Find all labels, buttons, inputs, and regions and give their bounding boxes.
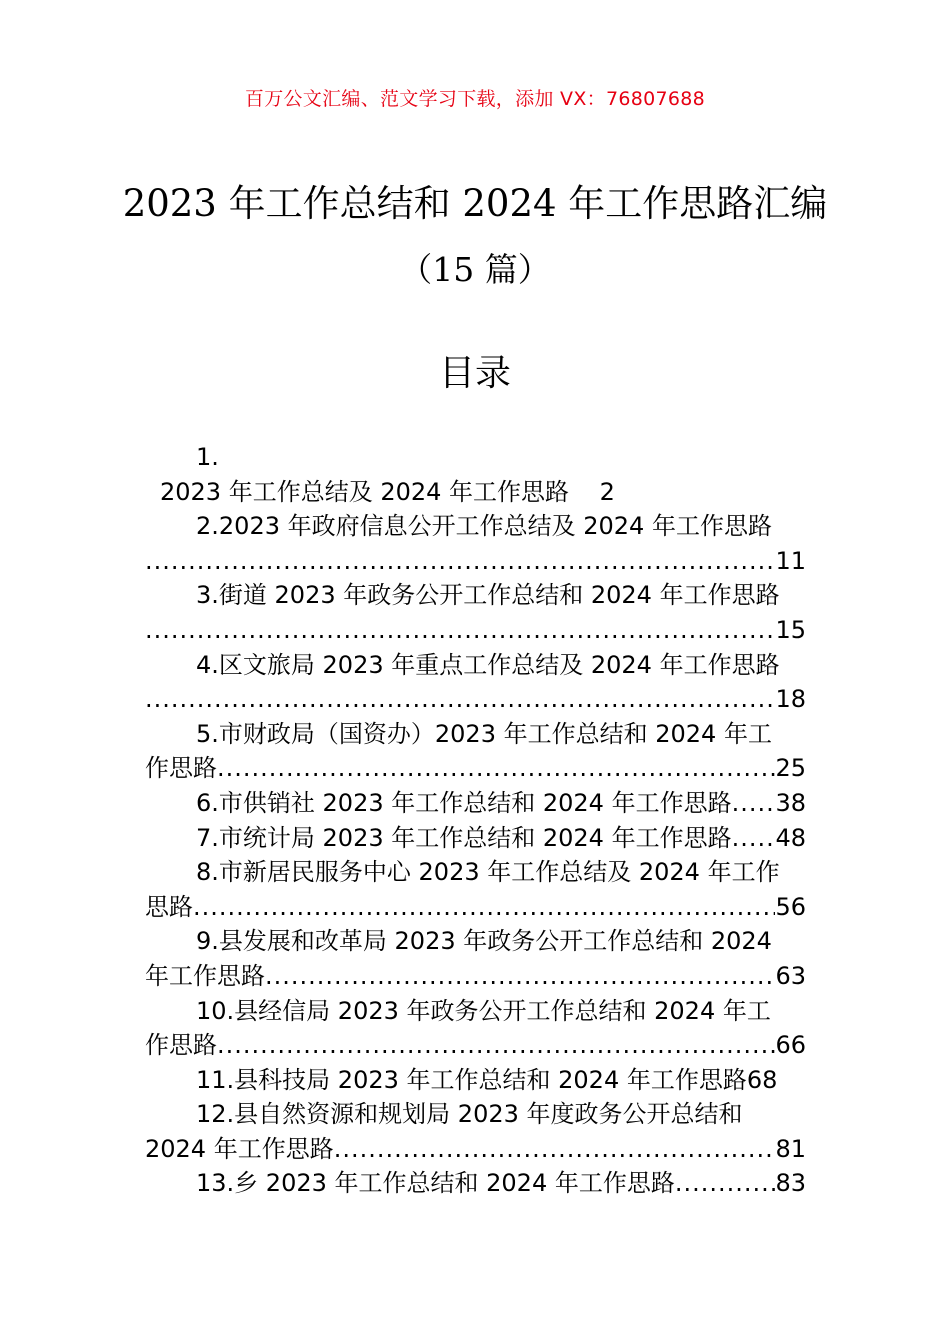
- toc-item-1-text: 2023 年工作总结及 2024 年工作思路: [160, 477, 570, 506]
- dot-leader: [145, 544, 775, 579]
- toc-item-1[interactable]: [145, 475, 806, 510]
- toc-heading: 目录: [438, 353, 511, 394]
- toc-item-8-continuation: 思路: [145, 892, 193, 921]
- document-title: 2023 年工作总结和 2024 年工作思路汇编: [122, 182, 828, 225]
- toc-item-2-text: 2.2023 年政府信息公开工作总结及 2024 年工作思路: [196, 512, 772, 541]
- toc-item-1-number: 1.: [196, 443, 219, 471]
- dot-leader: [265, 959, 775, 994]
- toc-item-4[interactable]: [145, 648, 806, 683]
- toc-item-1-number-line[interactable]: [145, 440, 806, 475]
- document-subtitle: （15 篇）: [399, 250, 551, 289]
- toc-item-12[interactable]: [145, 1097, 806, 1132]
- toc-item-8-text: 8.市新居民服务中心 2023 年工作总结及 2024 年工作: [196, 858, 780, 887]
- toc-item-11-page: 68: [746, 1065, 778, 1094]
- toc-item-11-text: 11.县科技局 2023 年工作总结和 2024 年工作思路: [196, 1065, 747, 1094]
- toc-item-12-continuation: 2024 年工作思路: [145, 1134, 334, 1163]
- toc-item-7-page: 48: [775, 823, 806, 852]
- toc-item-10-leader[interactable]: [145, 1028, 806, 1063]
- toc-item-4-text: 4.区文旅局 2023 年重点工作总结及 2024 年工作思路: [196, 650, 780, 679]
- toc-item-3-leader[interactable]: [145, 613, 806, 648]
- dot-leader: [145, 682, 775, 717]
- toc-item-1-page: 2: [599, 477, 615, 506]
- promo-banner: 百万公文汇编、范文学习下载，添加 VX：76807688: [244, 88, 706, 110]
- toc-item-3-text: 3.街道 2023 年政务公开工作总结和 2024 年工作思路: [196, 581, 780, 610]
- toc-item-8-page: 56: [775, 892, 806, 921]
- toc-item-5[interactable]: [145, 717, 806, 752]
- dot-leader: [334, 1132, 776, 1167]
- toc-item-6-page: 38: [775, 788, 806, 817]
- toc-item-3[interactable]: [145, 578, 806, 613]
- toc-item-13-text: 13.乡 2023 年工作总结和 2024 年工作思路: [196, 1169, 675, 1198]
- toc-item-4-leader[interactable]: [145, 682, 806, 717]
- dot-leader: [732, 786, 776, 821]
- toc-item-9[interactable]: [145, 924, 806, 959]
- dot-leader: [675, 1166, 776, 1201]
- toc-item-8[interactable]: [145, 855, 806, 890]
- dot-leader: [193, 890, 775, 925]
- toc-item-10[interactable]: [145, 994, 806, 1029]
- toc-item-8-leader[interactable]: [145, 890, 806, 925]
- toc-item-2-page: 11: [775, 546, 806, 575]
- toc-item-4-page: 18: [775, 685, 806, 714]
- toc-item-13-page: 83: [775, 1169, 806, 1198]
- toc-item-10-text: 10.县经信局 2023 年政务公开工作总结和 2024 年工: [196, 996, 771, 1025]
- toc-item-5-text: 5.市财政局（国资办）2023 年工作总结和 2024 年工: [196, 719, 772, 748]
- toc-item-2-leader[interactable]: [145, 544, 806, 579]
- toc-item-9-text: 9.县发展和改革局 2023 年政务公开工作总结和 2024: [196, 927, 772, 956]
- table-of-contents: [145, 440, 806, 1201]
- toc-item-5-continuation: 作思路: [145, 754, 217, 783]
- toc-item-7-text: 7.市统计局 2023 年工作总结和 2024 年工作思路: [196, 823, 732, 852]
- toc-item-5-page: 25: [775, 754, 806, 783]
- toc-item-13[interactable]: [145, 1166, 806, 1201]
- toc-item-12-page: 81: [775, 1134, 806, 1163]
- dot-leader: [217, 1028, 775, 1063]
- toc-item-6[interactable]: [145, 786, 806, 821]
- toc-item-10-continuation: 作思路: [145, 1031, 217, 1060]
- dot-leader: [145, 613, 775, 648]
- toc-item-10-page: 66: [775, 1031, 806, 1060]
- toc-item-12-leader[interactable]: [145, 1132, 806, 1167]
- toc-item-2[interactable]: [145, 509, 806, 544]
- toc-item-5-leader[interactable]: [145, 751, 806, 786]
- toc-item-7[interactable]: [145, 821, 806, 856]
- toc-item-9-leader[interactable]: [145, 959, 806, 994]
- toc-item-9-continuation: 年工作思路: [145, 961, 265, 990]
- toc-item-11[interactable]: [145, 1063, 806, 1098]
- toc-item-9-page: 63: [775, 961, 806, 990]
- toc-item-12-text: 12.县自然资源和规划局 2023 年度政务公开总结和: [196, 1100, 743, 1129]
- toc-item-3-page: 15: [775, 615, 806, 644]
- toc-item-6-text: 6.市供销社 2023 年工作总结和 2024 年工作思路: [196, 788, 732, 817]
- dot-leader: [732, 821, 776, 856]
- dot-leader: [217, 751, 775, 786]
